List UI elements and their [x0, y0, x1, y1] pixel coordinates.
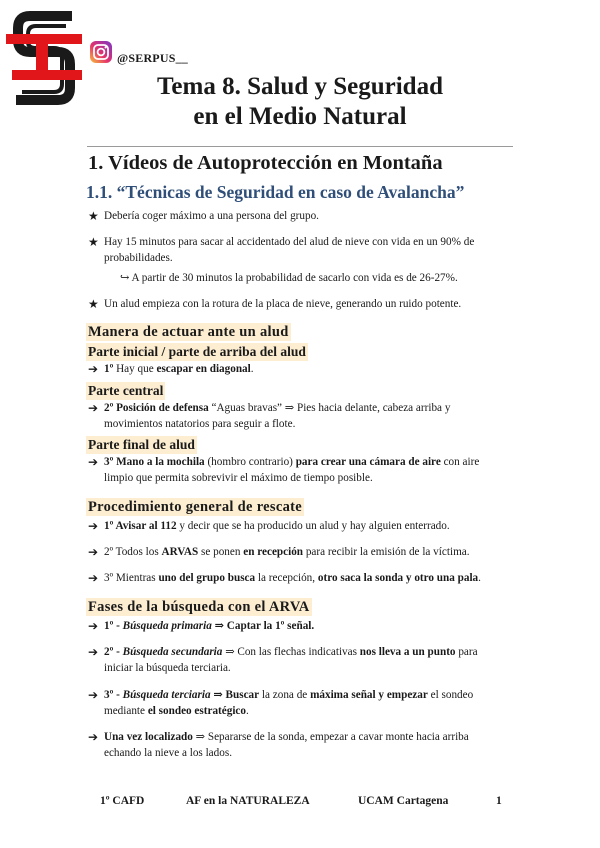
title-divider — [87, 146, 513, 147]
arrow-bullet-icon: ➔ — [88, 401, 99, 415]
list-item: ➔ 3º Mano a la mochila (hombro contrario) para crear una cámara de aire con aire limpio que permita sobrevivir el máximo de tiempo posible. — [88, 455, 480, 484]
ss-logo-icon — [6, 6, 82, 110]
star-bullet-icon: ★ — [88, 209, 99, 223]
footer-course: 1º CAFD — [100, 795, 145, 807]
footer-subject: AF en la NATURALEZA — [186, 795, 310, 807]
arrow-bullet-icon: ➔ — [88, 688, 99, 702]
arrow-bullet-icon: ➔ — [88, 519, 99, 533]
list-item: ➔ 1º - Búsqueda primaria ⇒ Captar la 1º señal. — [88, 619, 315, 633]
page-number: 1 — [496, 795, 502, 807]
arrow-bullet-icon: ➔ — [88, 455, 99, 469]
instagram-icon — [89, 40, 113, 64]
list-item: ★ Debería coger máximo a una persona del grupo. — [88, 209, 319, 223]
arrow-bullet-icon: ➔ — [88, 362, 99, 376]
arrow-bullet-icon: ➔ — [88, 730, 99, 744]
list-item: ➔ 1º Avisar al 112 y decir que se ha producido un alud y hay alguien enterrado. — [88, 519, 450, 533]
list-item: ★ Hay 15 minutos para sacar al accidentado del alud de nieve con vida en un 90% de probabilidades. — [88, 235, 475, 264]
section-title-parte-inicial: Parte inicial / parte de arriba del alud — [88, 344, 306, 359]
section-title-rescate: Procedimiento general de rescate — [88, 499, 303, 515]
section-heading: 1. Vídeos de Autoprotección en Montaña — [88, 152, 443, 174]
section-title-fases: Fases de la búsqueda con el ARVA — [88, 599, 310, 615]
arrow-bullet-icon: ➔ — [88, 619, 99, 633]
star-bullet-icon: ★ — [88, 297, 99, 311]
list-item: ➔ 1º Hay que escapar en diagonal. — [88, 362, 254, 376]
list-item: ➔ Una vez localizado ⇒ Separarse de la sonda, empezar a cavar monte hacia arriba echando la nieve a los lados. — [88, 730, 469, 759]
section-title-manera: Manera de actuar ante un alud — [88, 324, 289, 340]
instagram-handle: @SERPUS__ — [117, 51, 188, 65]
section-title-parte-final: Parte final de alud — [88, 437, 195, 452]
footer-university: UCAM Cartagena — [358, 795, 449, 807]
list-item: ★ Un alud empieza con la rotura de la placa de nieve, generando un ruido potente. — [88, 297, 462, 311]
section-title-parte-central: Parte central — [88, 383, 164, 398]
arrow-bullet-icon: ➔ — [88, 571, 99, 585]
list-item: ➔ 2º Posición de defensa “Aguas bravas” ⇒ Pies hacia delante, cabeza arriba y movimientos natatorios para seguir a flote. — [88, 401, 451, 430]
list-item: ➔ 3º - Búsqueda terciaria ⇒ Buscar la zona de máxima señal y empezar el sondeo mediante el sondeo estratégico. — [88, 688, 474, 717]
star-bullet-icon: ★ — [88, 235, 99, 249]
arrow-bullet-icon: ➔ — [88, 645, 99, 659]
list-item: ➔ 2º Todos los ARVAS se ponen en recepción para recibir la emisión de la víctima. — [88, 545, 470, 559]
list-item: ➔ 3º Mientras uno del grupo busca la recepción, otro saca la sonda y otro una pala. — [88, 571, 481, 585]
title-line-1: Tema 8. Salud y Seguridad — [157, 73, 443, 100]
sub-bullet: ↪ A partir de 30 minutos la probabilidad de sacarlo con vida es de 26-27%. — [120, 272, 458, 284]
page-title — [100, 72, 500, 132]
list-item: ➔ 2º - Búsqueda secundaria ⇒ Con las flechas indicativas nos lleva a un punto para iniciar la búsqueda terciaria. — [88, 645, 478, 674]
subsection-heading: 1.1. “Técnicas de Seguridad en caso de Avalancha” — [86, 182, 465, 202]
arrow-bullet-icon: ➔ — [88, 545, 99, 559]
title-line-2: en el Medio Natural — [193, 103, 407, 130]
